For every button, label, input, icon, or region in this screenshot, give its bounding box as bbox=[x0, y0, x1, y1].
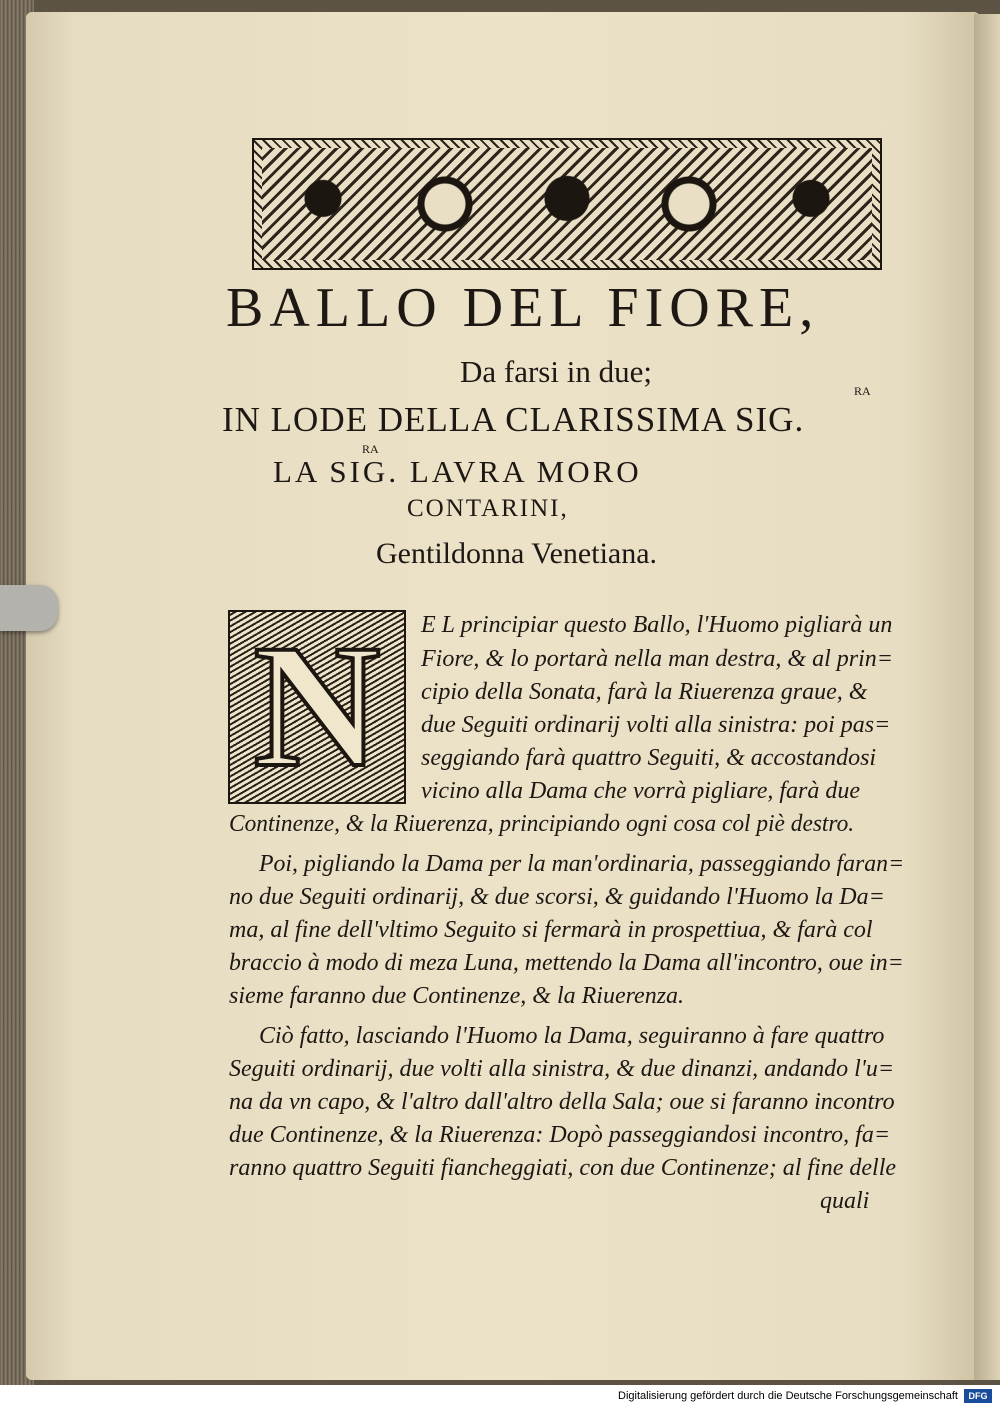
body-line: na da vn capo, & l'altro dall'altro della Sala; oue si faranno incontro bbox=[229, 1089, 895, 1115]
body-line: due Continenze, & la Riuerenza: Dopò passeggiandosi incontro, fa= bbox=[229, 1122, 891, 1148]
body-line: ranno quattro Seguiti fiancheggiati, con due Continenze; al fine delle bbox=[229, 1155, 897, 1181]
page-title: BALLO DEL FIORE, bbox=[226, 277, 820, 339]
initial-letter: N bbox=[253, 609, 381, 804]
facing-page-edge bbox=[974, 14, 1000, 1380]
body-line: no due Seguiti ordinarij, & due scorsi, & guidando l'Huomo la Da= bbox=[229, 884, 885, 910]
subtitle-surname: CONTARINI, bbox=[407, 495, 569, 522]
body-line: ma, al fine dell'vltimo Seguito si fermarà in prospettiua, & farà col bbox=[229, 917, 873, 943]
woodcut-header-ornament bbox=[252, 138, 882, 270]
superscript-ra-1: RA bbox=[854, 384, 871, 398]
subtitle-dedication: IN LODE DELLA CLARISSIMA SIG. bbox=[222, 400, 805, 439]
body-line: due Seguiti ordinarij volti alla sinistra: poi pas= bbox=[421, 712, 891, 738]
body-line: Fiore, & lo portarà nella man destra, & al prin= bbox=[421, 646, 893, 672]
digitization-footer bbox=[0, 1385, 1000, 1408]
body-line: Seguiti ordinarij, due volti alla sinistra, & due dinanzi, andando l'u= bbox=[229, 1056, 895, 1082]
body-line: seggiando farà quattro Seguiti, & accostandosi bbox=[421, 745, 877, 771]
bookmark-tab bbox=[0, 585, 58, 631]
subtitle-da-farsi: Da farsi in due; bbox=[460, 354, 652, 389]
body-line: E L principiar questo Ballo, l'Huomo pigliarà un bbox=[421, 612, 893, 638]
body-line: Continenze, & la Riuerenza, principiando ogni cosa col piè destro. bbox=[229, 811, 855, 837]
subtitle-gentildonna: Gentildonna Venetiana. bbox=[376, 537, 658, 570]
decorated-initial bbox=[228, 610, 406, 804]
footer-text: Digitalisierung gefördert durch die Deutsche Forschungsgemeinschaft bbox=[618, 1390, 958, 1402]
superscript-ra-2: RA bbox=[362, 442, 379, 456]
body-line: cipio della Sonata, farà la Riuerenza graue, & bbox=[421, 679, 868, 705]
body-line: quali bbox=[820, 1188, 870, 1214]
body-line: braccio à modo di meza Luna, mettendo la Dama all'incontro, oue in= bbox=[229, 950, 904, 976]
body-line: Ciò fatto, lasciando l'Huomo la Dama, seguiranno à fare quattro bbox=[259, 1023, 885, 1049]
body-line: sieme faranno due Continenze, & la Riuerenza. bbox=[229, 983, 685, 1009]
dfg-logo: DFG bbox=[964, 1389, 992, 1403]
body-line: vicino alla Dama che vorrà pigliare, farà due bbox=[421, 778, 861, 804]
body-line: Poi, pigliando la Dama per la man'ordinaria, passeggiando faran= bbox=[259, 851, 905, 877]
subtitle-name: LA SIG. LAVRA MORO bbox=[273, 454, 642, 489]
